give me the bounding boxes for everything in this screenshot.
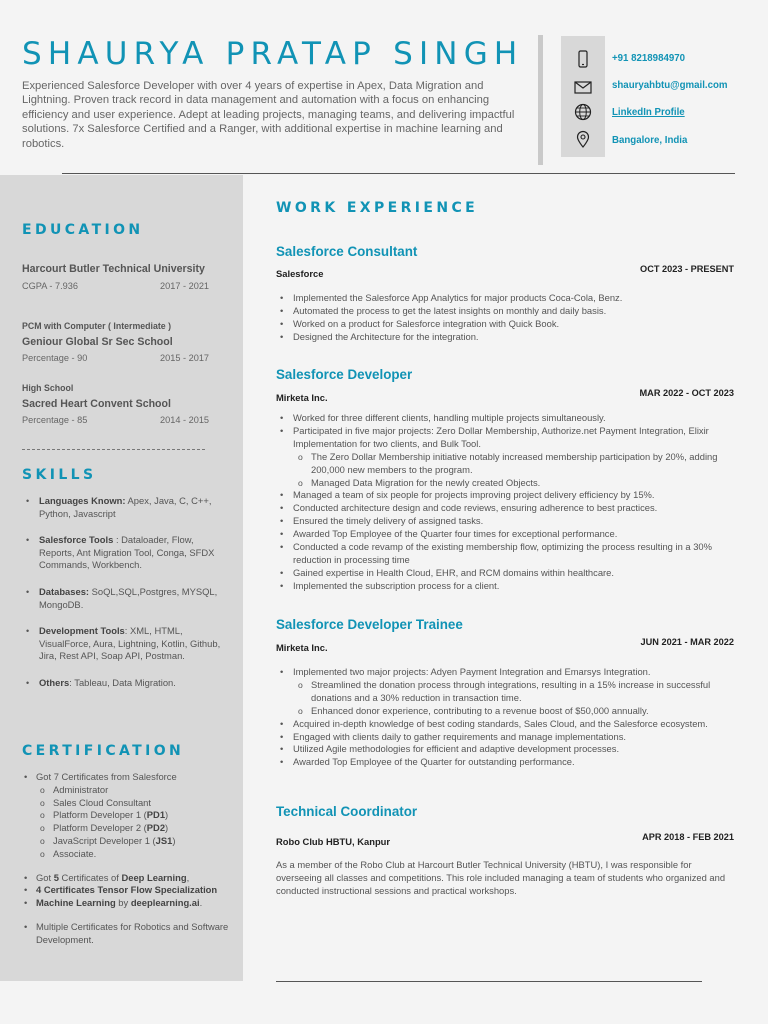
cert-text: Certificates of xyxy=(58,871,122,883)
cert-subject: 4 Certificates Tensor Flow Specialization xyxy=(36,884,218,896)
cert-item xyxy=(22,884,240,897)
job-bullet: • Awarded Top Employee of the Quarter for outstanding performance. xyxy=(276,756,724,769)
globe-icon xyxy=(573,102,593,122)
cert-item xyxy=(22,897,240,910)
cert-subitem: o Associate. xyxy=(22,848,240,861)
cert-subitem xyxy=(22,809,240,822)
education-heading: EDUCATION xyxy=(22,222,144,238)
cert-text: , xyxy=(186,871,190,883)
school-level: High School xyxy=(22,383,74,393)
company-name: Salesforce xyxy=(276,268,324,279)
job-bullet: • Gained expertise in Health Cloud, EHR, and RCM domains within healthcare. xyxy=(276,567,724,580)
cert-count: 5 xyxy=(53,871,59,883)
skills-list xyxy=(22,495,222,704)
certification-list xyxy=(22,771,240,947)
email-address[interactable]: shauryahbtu@gmail.com xyxy=(612,80,728,91)
skill-item xyxy=(22,534,222,572)
skill-item xyxy=(22,586,222,611)
job-title: Salesforce Consultant xyxy=(276,244,418,259)
skill-item xyxy=(22,677,222,690)
job-bullets xyxy=(276,292,724,344)
cert-provider: deeplearning.ai xyxy=(130,897,200,909)
cert-item: • Multiple Certificates for Robotics and Software Development. xyxy=(22,921,240,947)
skills-heading: SKILLS xyxy=(22,467,97,483)
job-dates: MAR 2022 - OCT 2023 xyxy=(639,388,734,398)
cert-subitem: o Administrator xyxy=(22,784,240,797)
skill-label: Languages Known: xyxy=(39,495,126,506)
job-bullet: • Automated the process to get the latest insights on monthly and daily basis. xyxy=(276,305,724,318)
work-experience-heading: WORK EXPERIENCE xyxy=(276,200,479,216)
school-level: PCM with Computer ( Intermediate ) xyxy=(22,321,172,331)
cert-text: . xyxy=(199,897,203,909)
cert-text: by xyxy=(115,897,131,909)
cert-subitem: o Sales Cloud Consultant xyxy=(22,797,240,810)
location-text: Bangalore, India xyxy=(612,135,688,146)
school-name: Harcourt Butler Technical University xyxy=(22,263,205,275)
job-title: Salesforce Developer xyxy=(276,367,413,382)
job-subbullet: o The Zero Dollar Membership initiative notably increased membership participation by 20%, adding 200,000 new members to the program. xyxy=(276,451,724,477)
job-bullet: • Participated in five major projects: Zero Dollar Membership, Authorize.net Payment Integration, Elixir Implementation for two clients, and Bulk Tool. xyxy=(276,425,724,451)
cert-subitem xyxy=(22,835,240,848)
job-bullet: • Implemented the subscription process for a client. xyxy=(276,580,724,593)
job-bullet: • Acquired in-depth knowledge of best coding standards, Sales Cloud, and the Salesforce ecosystem. xyxy=(276,718,724,731)
cert-item xyxy=(22,872,240,885)
cert-subject: Machine Learning xyxy=(36,897,116,909)
cert-text: JavaScript Developer 1 ( xyxy=(53,834,156,846)
skill-label: Others xyxy=(39,676,70,688)
phone-number[interactable]: +91 8218984970 xyxy=(612,53,686,64)
job-bullet: • Implemented the Salesforce App Analytics for major products Coca-Cola, Benz. xyxy=(276,292,724,305)
job-bullet: • Awarded Top Employee of the Quarter four times for exceptional performance. xyxy=(276,528,724,541)
cert-text: Got xyxy=(36,871,54,883)
company-name: Mirketa Inc. xyxy=(276,642,328,653)
job-bullet: • Utilized Agile methodologies for efficient and adaptive development processes. xyxy=(276,743,724,756)
job-bullet: • Designed the Architecture for the integration. xyxy=(276,331,724,344)
school-years: 2017 - 2021 xyxy=(160,281,210,291)
resume-header xyxy=(0,0,768,172)
cert-subject: Deep Learning xyxy=(121,871,187,883)
school-years: 2015 - 2017 xyxy=(160,353,210,363)
cert-text: ) xyxy=(165,822,169,834)
job-bullet: • Conducted a code revamp of the existing membership flow, optimizing the process resulting in a 30% reduction in processing time xyxy=(276,541,724,567)
job-title: Salesforce Developer Trainee xyxy=(276,617,463,632)
skill-value: SoQL,SQL,Postgres, MYSQL, MongoDB. xyxy=(39,585,218,610)
job-bullet: • Implemented two major projects: Adyen Payment Integration and Emarsys Integration. xyxy=(276,666,724,679)
cert-text: Platform Developer 1 ( xyxy=(53,809,147,821)
location-pin-icon xyxy=(573,129,593,149)
sidebar-divider xyxy=(22,449,205,450)
school-years: 2014 - 2015 xyxy=(160,415,210,425)
school-grade: CGPA - 7.936 xyxy=(22,281,79,291)
skill-value: : Tableau, Data Migration. xyxy=(69,676,176,688)
skill-value: : Dataloader, Flow, Reports, Ant Migration Tool, Conga, SFDX Commands, Workbench. xyxy=(39,534,215,571)
header-divider xyxy=(538,35,543,165)
contact-icon-column xyxy=(561,36,605,157)
job-subbullet: o Streamlined the donation process through integrations, resulting in a 15% increase in successful donations and a 30% reduction in transaction time. xyxy=(276,679,724,705)
skill-item xyxy=(22,625,222,663)
job-subbullet: o Managed Data Migration for the newly created Objects. xyxy=(276,477,724,490)
job-title: Technical Coordinator xyxy=(276,804,418,819)
skill-value: Apex, Java, C, C++, Python, Javascript xyxy=(39,495,212,519)
cert-subitem xyxy=(22,822,240,835)
candidate-name: SHAURYA PRATAP SINGH xyxy=(22,36,524,72)
skill-value: : XML, HTML, VisualForce, Aura, Lightning, Kotlin, Github, Jira, Rest API, Soap API, Postman. xyxy=(39,625,221,662)
job-bullet: • Engaged with clients daily to gather requirements and manage implementations. xyxy=(276,731,724,744)
job-description: As a member of the Robo Club at Harcourt Butler Technical University (HBTU), I was responsible for overseeing all classes and competitions. This role included managing a team of students who organized and conducted instructional sessions and practical workshops. xyxy=(276,859,726,896)
school-name: Sacred Heart Convent School xyxy=(22,398,171,410)
cert-code: PD2 xyxy=(146,822,166,834)
job-dates: APR 2018 - FEB 2021 xyxy=(642,832,734,842)
job-bullet: • Ensured the timely delivery of assigned tasks. xyxy=(276,515,724,528)
company-name: Mirketa Inc. xyxy=(276,392,328,403)
cert-item: • Got 7 Certificates from Salesforce xyxy=(22,771,240,784)
company-name: Robo Club HBTU, Kanpur xyxy=(276,836,391,847)
skill-item xyxy=(22,495,222,520)
job-subbullet: o Enhanced donor experience, contributing to a revenue boost of $50,000 annually. xyxy=(276,705,724,718)
job-dates: JUN 2021 - MAR 2022 xyxy=(640,637,734,647)
footer-rule xyxy=(276,981,702,982)
skill-label: Development Tools xyxy=(39,625,125,637)
job-bullet: • Worked on a product for Salesforce integration with Quick Book. xyxy=(276,318,724,331)
job-bullet: • Managed a team of six people for projects improving project delivery efficiency by 15%. xyxy=(276,489,724,502)
header-rule xyxy=(62,173,735,174)
skill-label: Databases: xyxy=(39,585,90,597)
school-grade: Percentage - 85 xyxy=(22,415,88,425)
cert-text: Platform Developer 2 ( xyxy=(53,822,147,834)
job-bullet: • Conducted architecture design and code reviews, ensuring adherence to best practices. xyxy=(276,502,724,515)
professional-summary: Experienced Salesforce Developer with over 4 years of expertise in Apex, Data Migration and Lightning. Proven track record in data management and automation with a focus on enhancing efficiency and user experience. Adept at leading projects, managing teams, and delivering impactful solutions. 7x Salesforce Certified and a Ranger, with additional expertise in machine learning and robotics. xyxy=(22,80,515,150)
cert-text: ) xyxy=(172,834,176,846)
job-bullets xyxy=(276,412,724,593)
skill-label: Salesforce Tools xyxy=(39,534,114,546)
school-name: Geniour Global Sr Sec School xyxy=(22,336,173,348)
cert-code: PD1 xyxy=(146,809,166,821)
phone-icon xyxy=(573,49,593,69)
job-bullets xyxy=(276,666,724,769)
certification-heading: CERTIFICATION xyxy=(22,743,185,759)
cert-code: JS1 xyxy=(155,834,173,846)
linkedin-profile-link[interactable]: LinkedIn Profile xyxy=(612,107,685,118)
job-bullet: • Worked for three different clients, handling multiple projects simultaneously. xyxy=(276,412,724,425)
cert-text: ) xyxy=(165,809,169,821)
job-dates: OCT 2023 - PRESENT xyxy=(640,264,734,274)
school-grade: Percentage - 90 xyxy=(22,353,88,363)
mail-icon xyxy=(573,77,593,97)
